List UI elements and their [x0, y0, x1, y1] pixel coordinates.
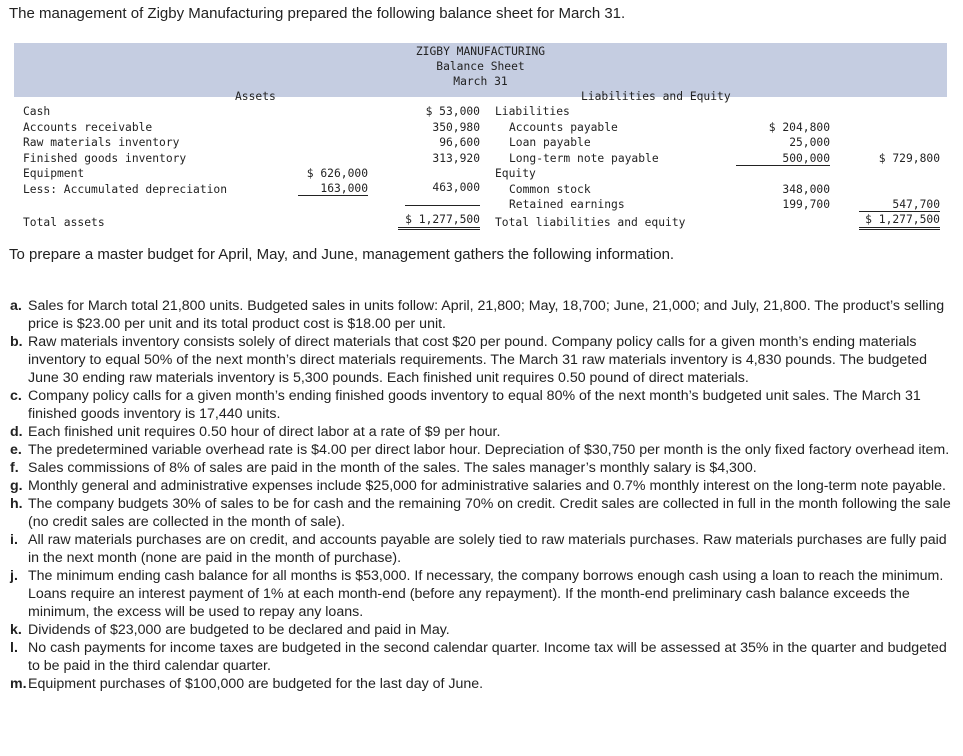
ap-label: Accounts payable	[509, 121, 618, 134]
raw-value: 96,600	[439, 136, 480, 149]
list-item	[10, 621, 955, 639]
item-letter: d.	[10, 424, 23, 440]
item-text: Monthly general and administrative expenses include $25,000 for administrative salaries and 0.7% monthly interest on the long-term note payable.	[28, 478, 946, 494]
item-text: The predetermined variable overhead rate is $4.00 per direct labor hour. Depreciation of $30,750 per month is the only fixed factory overhead item.	[28, 442, 950, 458]
company-name: ZIGBY MANUFACTURING	[415, 45, 546, 58]
depreciation-label: Less: Accumulated depreciation	[23, 183, 228, 196]
item-letter: e.	[10, 442, 22, 458]
list-item	[10, 639, 955, 675]
list-item	[10, 459, 955, 477]
balance-sheet-header	[14, 43, 947, 97]
loan-value: 25,000	[789, 136, 830, 149]
list-item	[10, 477, 955, 495]
ar-value: 350,980	[432, 121, 480, 134]
cash-label: Cash	[23, 105, 51, 118]
item-text: Equipment purchases of $100,000 are budgeted for the last day of June.	[28, 676, 484, 692]
equipment-label: Equipment	[23, 167, 85, 180]
item-text: Raw materials inventory consists solely of direct materials that cost $20 per pound. Company policy calls for a given month’s ending materials inventory to equal 50% of the next month’s direct materials requirements. The March 31 raw materials inventory is 4,830 pounds. The budgeted June 30 ending raw materials inventory is 5,300 pounds. Each finished unit requires 0.50 pound of direct materials.	[28, 334, 928, 386]
item-text: No cash payments for income taxes are budgeted in the second calendar quarter. Income tax will be assessed at 35% in the quarter and budgeted to be paid in the third calendar quarter.	[28, 640, 947, 674]
list-item	[10, 297, 955, 333]
liabilities-label: Liabilities	[495, 105, 570, 118]
list-item	[10, 495, 955, 531]
ar-label: Accounts receivable	[23, 121, 153, 134]
ltn-value: 500,000	[736, 151, 830, 166]
total-liabilities-value: $ 729,800	[878, 152, 940, 165]
item-letter: f.	[10, 460, 19, 476]
retained-earnings-label: Retained earnings	[509, 198, 625, 211]
list-item	[10, 567, 955, 621]
fg-label: Finished goods inventory	[23, 152, 187, 165]
list-item	[10, 423, 955, 441]
mid-text: To prepare a master budget for April, May, and June, management gathers the following information.	[9, 246, 675, 263]
cash-value: $ 53,000	[425, 105, 480, 118]
item-text: The company budgets 30% of sales to be for cash and the remaining 70% on credit. Credit sales are collected in full in the month following the sale (no credit sales are collected in the month of sale).	[28, 496, 951, 530]
list-item	[10, 387, 955, 423]
balance-sheet	[14, 43, 947, 227]
raw-label: Raw materials inventory	[23, 136, 180, 149]
list-item	[10, 675, 955, 693]
list-item	[10, 441, 955, 459]
list-item	[10, 333, 955, 387]
item-text: Each finished unit requires 0.50 hour of direct labor at a rate of $9 per hour.	[28, 424, 501, 440]
item-letter: j.	[10, 568, 18, 584]
equipment-value: $ 626,000	[306, 167, 368, 180]
fg-value: 313,920	[432, 152, 480, 165]
total-equity-value: 547,700	[859, 197, 940, 212]
loan-label: Loan payable	[509, 136, 591, 149]
total-assets-value: $ 1,277,500	[398, 213, 480, 230]
item-text: Company policy calls for a given month’s ending finished goods inventory to equal 80% of the next month’s budgeted unit sales. The March 31 finished goods inventory is 17,440 units.	[28, 388, 921, 422]
common-stock-value: 348,000	[782, 183, 830, 196]
item-letter: i.	[10, 532, 18, 548]
total-assets-label: Total assets	[23, 216, 105, 229]
list-item	[10, 531, 955, 567]
item-text: The minimum ending cash balance for all months is $53,000. If necessary, the company borrows enough cash using a loan to reach the minimum. Loans require an interest payment of 1% at each month-end (before any repayment). If the month-end preliminary cash balance exceeds the minimum, the excess will be used to repay any loans.	[28, 568, 944, 620]
item-letter: g.	[10, 478, 23, 494]
total-liab-equity-label: Total liabilities and equity	[495, 216, 686, 229]
information-list	[10, 297, 955, 693]
item-letter: l.	[10, 640, 18, 656]
item-letter: c.	[10, 388, 22, 404]
item-letter: k.	[10, 622, 22, 638]
net-equipment-value: 463,000	[405, 181, 480, 206]
item-text: All raw materials purchases are on credit, and accounts payable are solely tied to raw materials purchases. Raw materials purchases are fully paid in the next month (none are paid in the month of purchase).	[28, 532, 947, 566]
item-letter: a.	[10, 298, 22, 314]
retained-earnings-value: 199,700	[782, 198, 830, 211]
total-liab-equity-value: $ 1,277,500	[859, 213, 940, 230]
depreciation-value: 163,000	[298, 181, 368, 196]
item-letter: b.	[10, 334, 23, 350]
liabilities-equity-header: Liabilities and Equity	[581, 90, 731, 103]
ltn-label: Long-term note payable	[509, 152, 659, 165]
equity-label: Equity	[495, 167, 536, 180]
item-text: Sales commissions of 8% of sales are paid in the month of the sales. The sales manager’s monthly salary is $4,300.	[28, 460, 757, 476]
item-letter: h.	[10, 496, 23, 512]
item-text: Sales for March total 21,800 units. Budgeted sales in units follow: April, 21,800; May, 18,700; June, 21,000; and July, 21,800. The product’s selling price is $23.00 per unit and its total product cost is $18.00 per unit.	[28, 298, 945, 332]
common-stock-label: Common stock	[509, 183, 591, 196]
statement-date: March 31	[453, 75, 508, 88]
item-text: Dividends of $23,000 are budgeted to be declared and paid in May.	[28, 622, 450, 638]
balance-sheet-body	[14, 90, 947, 229]
item-letter: m.	[10, 676, 27, 692]
intro-text: The management of Zigby Manufacturing prepared the following balance sheet for March 31.	[9, 5, 626, 22]
assets-header: Assets	[235, 90, 276, 103]
statement-title: Balance Sheet	[436, 60, 525, 73]
ap-value: $ 204,800	[768, 121, 830, 134]
